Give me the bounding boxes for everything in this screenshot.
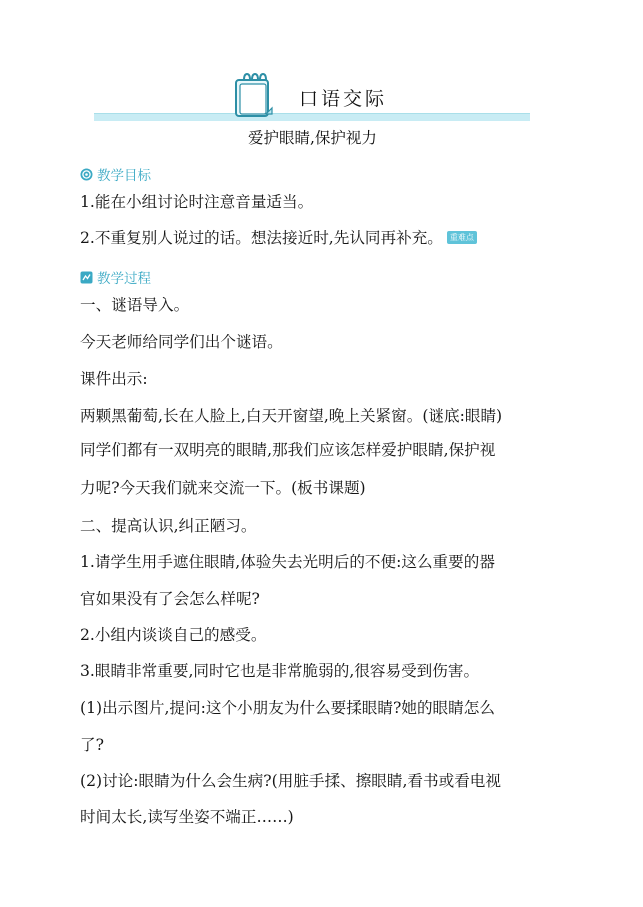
process-line-15: 时间太长,读写坐姿不端正……) — [80, 808, 294, 826]
process-line-14: (2)讨论:眼睛为什么会生病?(用脏手揉、擦眼睛,看书或看电视 — [80, 772, 501, 790]
process-line-8: 1.请学生用手遮住眼睛,体验失去光明后的不便:这么重要的器 — [80, 553, 495, 571]
process-line-3: 课件出示: — [80, 370, 148, 388]
process-line-10: 2.小组内谈谈自己的感受。 — [80, 626, 267, 644]
section-title-goals: 教学目标 — [97, 168, 151, 184]
process-icon — [80, 271, 93, 284]
notebook-icon — [230, 72, 278, 120]
process-line-4: 两颗黑葡萄,长在人脸上,白天开窗望,晚上关紧窗。(谜底:眼睛) — [80, 407, 503, 425]
header-divider-bar — [94, 113, 530, 121]
section-title-process: 教学过程 — [97, 271, 151, 287]
process-line-6: 力呢?今天我们就来交流一下。(板书课题) — [80, 479, 366, 497]
goal-item-1: 1.能在小组讨论时注意音量适当。 — [80, 193, 314, 211]
process-line-2: 今天老师给同学们出个谜语。 — [80, 333, 283, 351]
section-heading-goals — [80, 164, 151, 184]
goal-item-2 — [80, 228, 477, 248]
page-title: 口语交际 — [299, 88, 388, 110]
key-point-badge: 重难点 — [447, 231, 477, 244]
target-icon — [80, 168, 93, 181]
process-line-13: 了? — [80, 736, 104, 754]
process-line-12: (1)出示图片,提问:这个小朋友为什么要揉眼睛?她的眼睛怎么 — [80, 699, 495, 717]
process-line-7: 二、提高认识,纠正陋习。 — [80, 517, 257, 535]
page-header — [94, 72, 530, 124]
process-line-9: 官如果没有了会怎么样呢? — [80, 590, 260, 608]
process-line-11: 3.眼睛非常重要,同时它也是非常脆弱的,很容易受到伤害。 — [80, 662, 480, 680]
goal-item-2-text: 2.不重复别人说过的话。想法接近时,先认同再补充。 — [80, 229, 443, 247]
page-subtitle: 爱护眼睛,保护视力 — [248, 129, 377, 147]
section-heading-process — [80, 267, 151, 287]
process-line-1: 一、谜语导入。 — [80, 296, 190, 314]
process-line-5: 同学们都有一双明亮的眼睛,那我们应该怎样爱护眼睛,保护视 — [80, 441, 496, 459]
